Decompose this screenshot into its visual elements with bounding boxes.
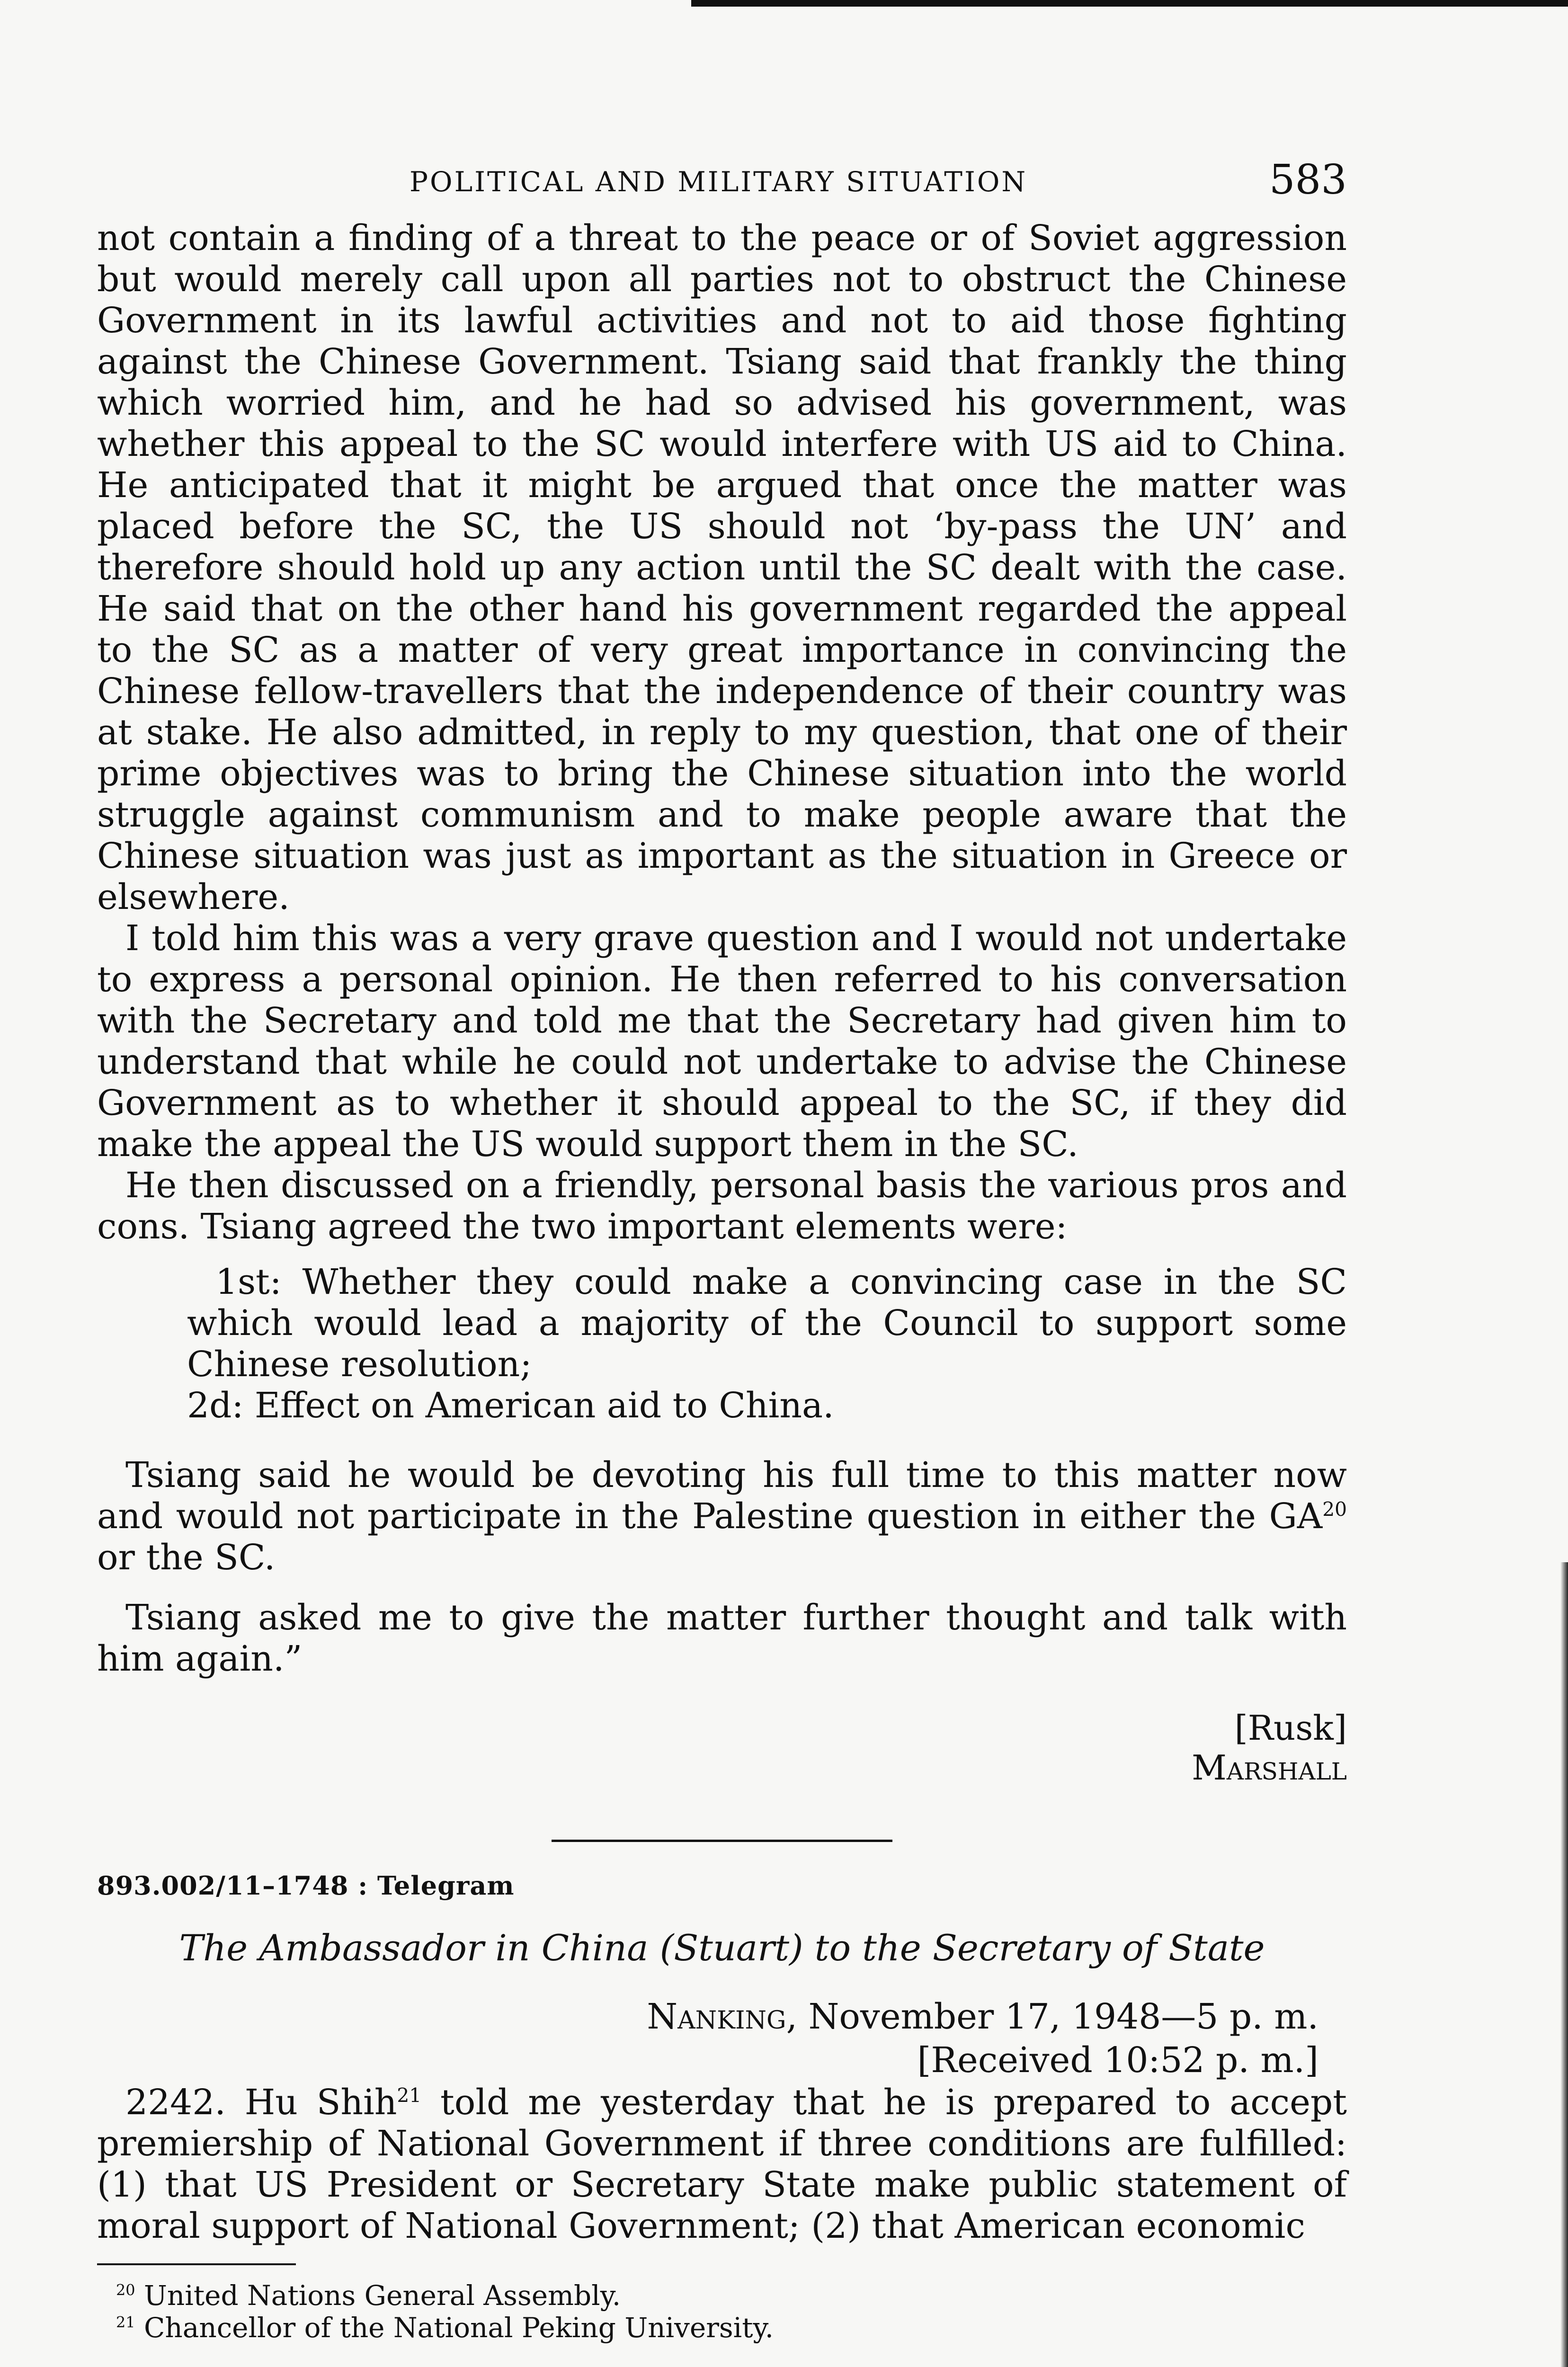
footnote-21 bbox=[97, 2312, 1347, 2344]
signature-block bbox=[97, 1708, 1347, 1788]
list-item-first: 1st: Whether they could make a convincing case in the SC which would lead a majority of the Council to support some Chinese resolution; bbox=[187, 1262, 1347, 1385]
paragraph-pros-cons: He then discussed on a friendly, personal basis the various pros and cons. Tsiang agreed the two important elements were: bbox=[97, 1165, 1347, 1247]
footnote-ref-20: 20 bbox=[1322, 1498, 1347, 1521]
page-edge-shadow bbox=[1560, 1562, 1568, 2367]
dateline bbox=[97, 1995, 1319, 2038]
document-title: The Ambassador in China (Stuart) to the Secretary of State bbox=[179, 1927, 1265, 1969]
running-head: POLITICAL AND MILITARY SITUATION bbox=[410, 166, 1028, 198]
footnotes bbox=[97, 2279, 1347, 2344]
list-item-second: 2d: Effect on American aid to China. bbox=[187, 1385, 834, 1426]
page-number: 583 bbox=[1269, 156, 1347, 204]
signature-name: Marshall bbox=[1192, 1748, 1347, 1788]
page-header bbox=[97, 156, 1347, 218]
paragraph-grave-question: I told him this was a very grave question and I would not undertake to express a personal opinion. He then referred to his conversation with the Secretary and told me that the Secretary had given him to understand that while he could not undertake to advise the Chinese Government as to whether it should appeal to the SC, if they did make the appeal the US would support them in the SC. bbox=[97, 918, 1347, 1165]
dateline-place: Nanking bbox=[647, 1996, 786, 2037]
footnote-20-number: 20 bbox=[116, 2281, 135, 2299]
telegram-paragraph bbox=[97, 2082, 1347, 2247]
paragraph-palestine-text: Tsiang said he would be devoting his full time to this matter now and would not participate in the Palestine question in either the GA bbox=[97, 1455, 1347, 1537]
paragraph-palestine-end: or the SC. bbox=[97, 1537, 276, 1578]
section-divider bbox=[552, 1840, 892, 1842]
received-time: [Received 10:52 p. m.] bbox=[917, 2040, 1319, 2081]
footnote-ref-21: 21 bbox=[397, 2084, 422, 2107]
top-border-rule bbox=[691, 0, 1568, 7]
paragraph-further-thought: Tsiang asked me to give the matter further thought and talk with him again.” bbox=[97, 1597, 1347, 1679]
telegram-start: 2242. Hu Shih bbox=[125, 2082, 397, 2123]
footnote-21-text: Chancellor of the National Peking University. bbox=[135, 2312, 774, 2344]
signature-bracket: [Rusk] bbox=[1234, 1708, 1347, 1748]
paragraph-palestine bbox=[97, 1455, 1347, 1578]
elements-list bbox=[187, 1262, 1347, 1426]
paragraph-continuation: not contain a finding of a threat to the peace or of Soviet aggression but would merely call upon all parties not to obstruct the Chinese Government in its lawful activities and not to aid those fighting against the Chinese Government. Tsiang said that frankly the thing which worried him, and he had so advised his government, was whether this appeal to the SC would interfere with US aid to China. He anticipated that it might be argued that once the matter was placed before the SC, the US should not ‘by-pass the UN’ and therefore should hold up any action until the SC dealt with the case. He said that on the other hand his government regarded the appeal to the SC as a matter of very great importance in convincing the Chinese fellow-travellers that the independence of their country was at stake. He also admitted, in reply to my question, that one of their prime objectives was to bring the Chinese situation into the world struggle against communism and to make people aware that the Chinese situation was just as important as the situation in Greece or elsewhere. bbox=[97, 218, 1347, 917]
document-id: 893.002/11–1748 : Telegram bbox=[97, 1870, 515, 1901]
footnote-divider bbox=[97, 2263, 296, 2265]
footnote-21-number: 21 bbox=[116, 2313, 135, 2331]
telegram-rest: told me yesterday that he is prepared to accept premiership of National Government if three conditions are fulfilled: (1) that US President or Secretary State make public statement of moral support of National Government; (2) that American economic bbox=[97, 2082, 1347, 2246]
footnote-20 bbox=[97, 2279, 1347, 2312]
document-page bbox=[97, 156, 1347, 2344]
footnote-20-text: United Nations General Assembly. bbox=[135, 2279, 621, 2312]
dateline-date: , November 17, 1948—5 p. m. bbox=[786, 1996, 1319, 2037]
